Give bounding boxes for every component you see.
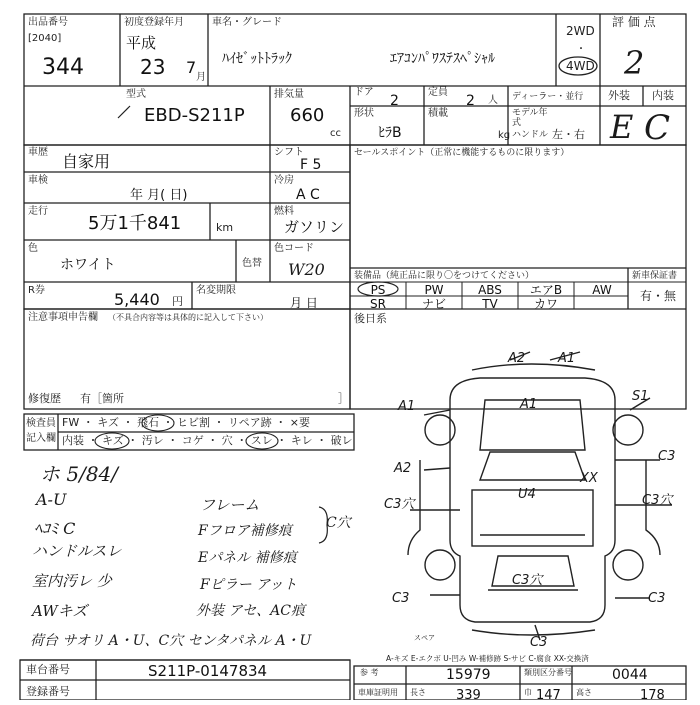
- drive-dot: ・: [576, 44, 586, 55]
- equip-ps: PS: [370, 283, 386, 297]
- reg-month: 7: [186, 58, 197, 77]
- height-label: 高さ: [576, 688, 592, 697]
- class-value: 0044: [612, 667, 648, 683]
- class-label: 類別区分番号: [524, 668, 572, 677]
- interior-label: 内装: [652, 89, 674, 102]
- ref-label: 参 考: [360, 668, 379, 677]
- drive-4wd: 4WD: [566, 59, 595, 73]
- diag-mark-c3hole-rear: C3穴: [512, 573, 543, 588]
- equip-airbag: エアB: [529, 283, 563, 297]
- height-value: 178: [640, 688, 665, 703]
- equip-navi: ナビ: [421, 297, 446, 311]
- color: ホワイト: [60, 257, 116, 273]
- frame-label: 車台番号: [26, 663, 70, 676]
- rear-label: 後日系: [354, 312, 387, 325]
- diag-mark-a2-top: A2: [508, 351, 526, 366]
- width-value: 147: [536, 688, 561, 703]
- length-label: 長さ: [410, 688, 426, 697]
- score-label: 評 価 点: [612, 15, 656, 29]
- hw-note-floor: Fフロア補修痕: [198, 523, 292, 539]
- damage-legend: A-キズ E-エクボ U-凹み W-補修跡 S-サビ C-腐食 XX-交換済: [386, 654, 589, 663]
- equip-abs: ABS: [478, 283, 502, 297]
- lot-sub: [2040]: [28, 33, 62, 44]
- inspector-label: 検査員: [26, 418, 56, 429]
- spare-label: スペア: [414, 634, 435, 642]
- usage: 自家用: [62, 152, 111, 171]
- usage-label: 車歴: [28, 147, 48, 158]
- hw-note-exterior: 外装 アセ、AC痕: [196, 603, 305, 619]
- diag-mark-u4: U4: [518, 487, 536, 502]
- diag-mark-c3hole-left: C3穴: [384, 497, 415, 512]
- color-label: 色: [28, 243, 38, 254]
- diag-mark-a1-roof: A1: [520, 397, 538, 412]
- shift: F 5: [300, 157, 322, 173]
- kg-unit: kg: [498, 130, 511, 141]
- damage-diagram: [380, 340, 690, 660]
- doors-label: ドア: [354, 87, 374, 98]
- diag-mark-xx: XX: [580, 471, 598, 486]
- hw-note-handle: ハンドルスレ: [32, 542, 122, 560]
- equip-tv: TV: [482, 297, 498, 311]
- month-unit: 月: [196, 72, 206, 83]
- equipment-label: 装備品（純正品に限り〇をつけてください）: [354, 271, 535, 281]
- exterior-label: 外装: [608, 89, 630, 102]
- lot-label: 出品番号: [28, 17, 68, 28]
- length-value: 339: [456, 688, 481, 703]
- displacement: 660: [290, 105, 325, 126]
- lot-number: 344: [42, 55, 84, 80]
- exterior-grade: E: [610, 108, 634, 146]
- repair-close: ］: [338, 392, 349, 405]
- equip-pw: PW: [424, 283, 444, 297]
- title-label: 名変期限: [196, 285, 236, 296]
- load-label: 積載: [428, 108, 448, 119]
- handle-label: ハンドル: [512, 130, 549, 140]
- hw-note-pillar: Fピラー アット: [200, 577, 298, 593]
- doors: 2: [390, 93, 399, 109]
- diag-mark-c3-rearright: C3: [648, 591, 666, 606]
- reg-label: 登録番号: [26, 685, 70, 698]
- new-car-value: 有・無: [640, 289, 677, 303]
- notes-label: 注意事項申告欄: [28, 312, 98, 323]
- title-value: 月 日: [290, 296, 318, 310]
- shift-label: シフト: [274, 147, 304, 158]
- score-value: 2: [624, 44, 645, 82]
- displacement-label: 排気量: [274, 89, 304, 100]
- first-reg-label: 初度登録年月: [124, 17, 184, 28]
- hw-note-bed: 荷台 サオリ A・U、C穴 センタパネル A・U: [30, 633, 312, 649]
- color-change-label: 色替: [242, 258, 262, 269]
- cooler-label: 冷房: [274, 175, 294, 186]
- mileage: 5万1千841: [88, 213, 182, 234]
- diag-mark-s1: S1: [632, 389, 649, 404]
- recycle-label: R券: [28, 285, 45, 296]
- recycle-fee: 5,440: [114, 290, 160, 309]
- fuel-label: 燃料: [274, 206, 294, 217]
- model-label: 型式: [126, 89, 146, 100]
- diag-mark-c3-bottom: C3: [530, 635, 548, 650]
- equip-sr: SR: [370, 297, 386, 311]
- brace-mark: [315, 505, 335, 545]
- inspector-interior-row: 内装 ・ キズ ・ 汚レ ・ コゲ ・ 穴 ・ スレ ・ キレ ・ 破レ: [62, 434, 353, 447]
- reg-year: 23: [140, 55, 166, 79]
- diag-mark-a1-top: A1: [558, 351, 576, 366]
- name-label: 車名・グレード: [212, 17, 282, 28]
- hw-note-frame: フレーム: [200, 496, 260, 514]
- drive-2wd: 2WD: [566, 24, 595, 38]
- model-year-label: モデル年式: [512, 108, 548, 128]
- color-code-label: 色コード: [274, 243, 314, 254]
- new-car-label: 新車保証書: [632, 271, 678, 281]
- shape: ﾋﾗB: [378, 125, 402, 141]
- repair-label: 修復歴: [28, 392, 61, 405]
- notes-hint: （不具合内容等は具体的に記入して下さい）: [108, 313, 268, 322]
- era: 平成: [126, 34, 157, 52]
- cert-label: 車庫証明用: [358, 688, 398, 697]
- inspection-value: 年 月( 日): [130, 188, 188, 203]
- hw-note-hole: C穴: [326, 515, 351, 531]
- color-code: W20: [288, 260, 325, 279]
- hw-note-dent: ﾍｺﾐ C: [34, 519, 76, 538]
- repair-value: 有［箇所: [80, 392, 124, 405]
- equip-aw: AW: [592, 283, 612, 297]
- hw-note-mileage: ホ 5/84/: [40, 462, 119, 486]
- diag-mark-a2-left: A2: [394, 461, 412, 476]
- yen-unit: 円: [172, 295, 183, 308]
- hw-note-epanel: Eパネル 補修痕: [198, 550, 297, 566]
- interior-grade: C: [644, 108, 671, 148]
- hw-note-au: A-U: [36, 490, 67, 509]
- hw-note-interior: 室内汚レ 少: [32, 572, 112, 590]
- capacity: 2: [466, 93, 475, 109]
- inspector-exterior-row: FW ・ キズ ・ 飛石 ・ ヒビ割 ・ リペア跡 ・ ×要: [62, 416, 310, 429]
- hw-note-aw: AWキズ: [32, 602, 88, 620]
- ref-value: 15979: [446, 667, 491, 683]
- diag-mark-c3hole-right: C3穴: [642, 493, 673, 508]
- diag-mark-c3-right: C3: [658, 449, 676, 464]
- diag-mark-c3-rearleft: C3: [392, 591, 410, 606]
- capacity-unit: 人: [488, 95, 498, 106]
- inspection-label: 車検: [28, 175, 48, 186]
- width-label: 巾: [524, 688, 532, 697]
- car-grade: ｴｱｺﾝﾊﾟﾜｽﾃｽﾍﾟｼｬﾙ: [390, 51, 495, 67]
- handle-value: 左・右: [552, 128, 585, 141]
- cc-unit: cc: [330, 128, 341, 139]
- mileage-label: 走行: [28, 206, 48, 217]
- cooler: A C: [296, 187, 320, 203]
- equip-leather: カワ: [533, 297, 558, 311]
- capacity-label: 定員: [428, 87, 448, 98]
- km-unit: km: [216, 221, 234, 234]
- car-name: ﾊｲｾﾞｯﾄﾄﾗｯｸ: [222, 51, 292, 67]
- sales-point-label: セールスポイント（正常に機能するものに限ります）: [354, 148, 570, 158]
- fuel: ガソリン: [284, 218, 345, 236]
- diag-mark-a1-left: A1: [398, 399, 416, 414]
- shape-label: 形状: [354, 108, 374, 119]
- inspector-label-2: 記入欄: [26, 433, 56, 444]
- frame-number: S211P-0147834: [148, 662, 268, 680]
- dealer-label: ディーラー・並行: [512, 92, 584, 102]
- model-code: EBD-S211P: [144, 105, 245, 126]
